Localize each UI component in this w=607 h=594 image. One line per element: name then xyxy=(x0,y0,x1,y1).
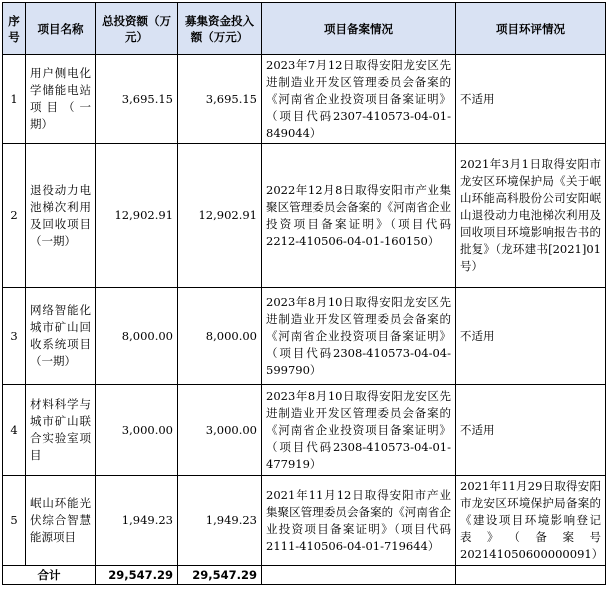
row-serial: 3 xyxy=(3,288,26,385)
row-raised-funds: 1,949.23 xyxy=(178,476,262,566)
total-filing-empty xyxy=(262,566,456,585)
row-project-name: 岷山环能光伏综合智慧能源项目 xyxy=(26,476,96,566)
total-investment-sum: 29,547.29 xyxy=(96,566,178,585)
row-project-name: 用户侧电化学储能电站项目（一期） xyxy=(26,55,96,144)
header-filing-status: 项目备案情况 xyxy=(262,3,456,55)
row-total-investment: 12,902.91 xyxy=(96,144,178,288)
table-total-row xyxy=(3,566,606,585)
row-eia-status: 不适用 xyxy=(456,288,606,385)
row-raised-funds: 12,902.91 xyxy=(178,144,262,288)
total-eia-empty xyxy=(456,566,606,585)
table-row xyxy=(3,476,606,566)
total-label: 合计 xyxy=(3,566,96,585)
row-serial: 2 xyxy=(3,144,26,288)
header-raised-funds: 募集资金投入额（万元） xyxy=(178,3,262,55)
table-header-row xyxy=(3,3,606,55)
row-filing-status: 2022年12月8日取得安阳市产业集聚区管理委员会备案的《河南省企业投资项目备案证明》（项目代码2212-410506-04-01-160150） xyxy=(262,144,456,288)
row-eia-status: 不适用 xyxy=(456,55,606,144)
row-eia-status: 2021年3月1日取得安阳市龙安区环境保护局《关于岷山环能高科股份公司安阳岷山退役动力电池梯次利用及回收项目环境影响报告书的批复》（龙环建书[2021]01号） xyxy=(456,144,606,288)
row-eia-status: 2021年11月29日取得安阳市龙安区环境保护局备案的《建设项目环境影响登记表》（备案号202141050600000091） xyxy=(456,476,606,566)
row-filing-status: 2023年8月10日取得安阳龙安区先进制造业开发区管理委员会备案的《河南省企业投资项目备案证明》（项目代码2308-410573-04-01-477919） xyxy=(262,385,456,476)
row-serial: 5 xyxy=(3,476,26,566)
row-eia-status: 不适用 xyxy=(456,385,606,476)
header-total-investment: 总投资额（万元） xyxy=(96,3,178,55)
investment-projects-table xyxy=(2,2,606,585)
header-serial: 序号 xyxy=(3,3,26,55)
row-project-name: 退役动力电池梯次利用及回收项目（一期） xyxy=(26,144,96,288)
table-row xyxy=(3,55,606,144)
row-serial: 4 xyxy=(3,385,26,476)
row-total-investment: 8,000.00 xyxy=(96,288,178,385)
row-raised-funds: 3,695.15 xyxy=(178,55,262,144)
row-filing-status: 2021年11月12日取得安阳市产业集聚区管理委员会备案的《河南省企业投资项目备案证明》（项目代码2111-410506-04-01-719644） xyxy=(262,476,456,566)
table-row xyxy=(3,385,606,476)
header-eia-status: 项目环评情况 xyxy=(456,3,606,55)
row-filing-status: 2023年7月12日取得安阳龙安区先进制造业开发区管理委员会备案的《河南省企业投资项目备案证明》（项目代码2307-410573-04-01-849044） xyxy=(262,55,456,144)
row-project-name: 网络智能化城市矿山回收系统项目（一期） xyxy=(26,288,96,385)
total-raised-sum: 29,547.29 xyxy=(178,566,262,585)
row-raised-funds: 8,000.00 xyxy=(178,288,262,385)
row-project-name: 材料科学与城市矿山联合实验室项目 xyxy=(26,385,96,476)
row-raised-funds: 3,000.00 xyxy=(178,385,262,476)
row-total-investment: 3,695.15 xyxy=(96,55,178,144)
table-row xyxy=(3,144,606,288)
row-filing-status: 2023年8月10日取得安阳龙安区先进制造业开发区管理委员会备案的《河南省企业投资项目备案证明》（项目代码2308-410573-04-04-599790） xyxy=(262,288,456,385)
row-total-investment: 3,000.00 xyxy=(96,385,178,476)
row-serial: 1 xyxy=(3,55,26,144)
header-project-name: 项目名称 xyxy=(26,3,96,55)
row-total-investment: 1,949.23 xyxy=(96,476,178,566)
table-row xyxy=(3,288,606,385)
